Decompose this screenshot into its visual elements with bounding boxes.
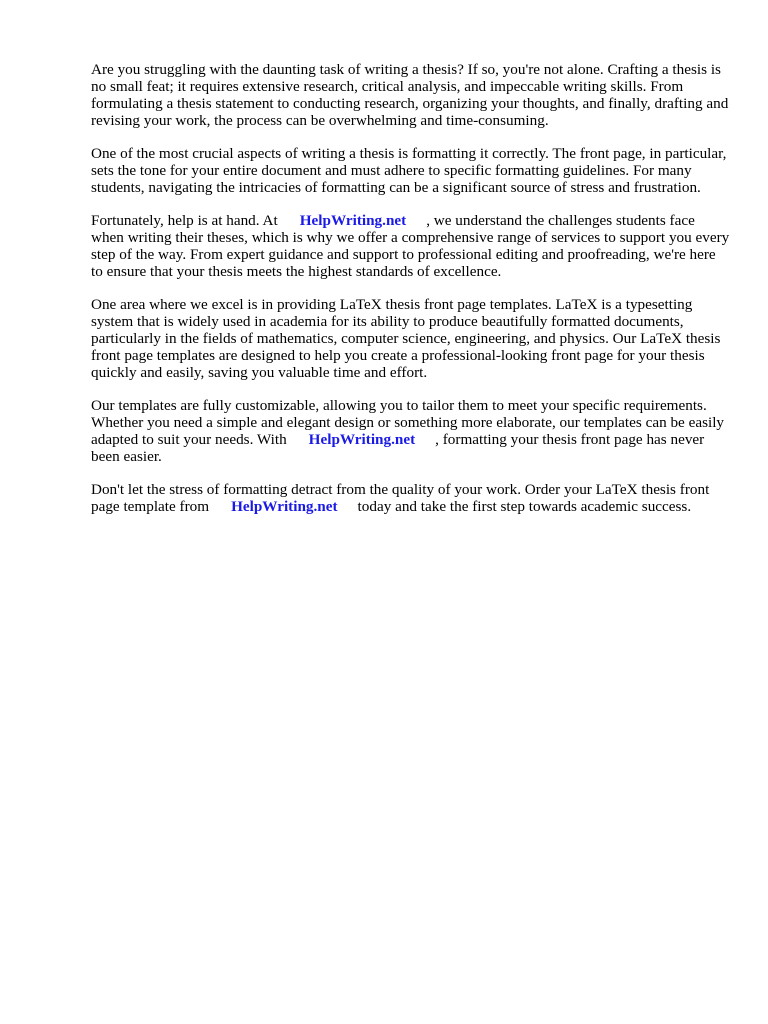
paragraph-order-lead: Don't let the stress of formatting detract from the quality of your work. Order your LaTeX thesis front page template from: [91, 481, 710, 515]
paragraph-latex: One area where we excel is in providing LaTeX thesis front page templates. LaTeX is a typesetting system that is widely used in academia for its ability to produce beautifully formatted documents, particularly in the fields of mathematics, computer science, engineering, and physics. Our LaTeX thesis front page templates are designed to help you create a professional-looking front page for your thesis quickly and easily, saving you valuable time and effort.: [91, 296, 721, 381]
paragraph-intro: Are you struggling with the daunting task of writing a thesis? If so, you're not alone. Crafting a thesis is no small feat; it requires extensive research, critical analysis, and impeccable writing skills. From formulating a thesis statement to conducting research, organizing your thoughts, and finally, drafting and revising your work, the process can be overwhelming and time-consuming.: [91, 61, 729, 129]
paragraph-templates: [91, 397, 731, 465]
paragraph-help: [91, 212, 731, 280]
helpwriting-link[interactable]: HelpWriting.net: [231, 498, 338, 515]
helpwriting-link[interactable]: HelpWriting.net: [308, 431, 416, 448]
paragraph-formatting: One of the most crucial aspects of writing a thesis is formatting it correctly. The front page, in particular, sets the tone for your entire document and must adhere to specific formatting guidelines. For many students, navigating the intricacies of formatting can be a significant source of stress and frustration.: [91, 145, 727, 196]
paragraph-help-lead: Fortunately, help is at hand. At: [91, 212, 278, 229]
document-body: [91, 61, 731, 531]
helpwriting-link[interactable]: HelpWriting.net: [299, 212, 407, 229]
paragraph-help-tail: , we understand the challenges students face when writing their theses, which is why we offer a comprehensive range of services to support you every step of the way. From expert guidance and support to professional editing and proofreading, we're here to ensure that your thesis meets the highest standards of excellence.: [91, 212, 730, 280]
paragraph-order-tail: today and take the first step towards academic success.: [357, 498, 692, 515]
paragraph-templates-lead: Our templates are fully customizable, allowing you to tailor them to meet your specific requirements. Whether you need a simple and elegant design or something more elaborate, our templates can be easily adapted to suit your needs. With: [91, 397, 725, 448]
paragraph-order: [91, 481, 731, 515]
paragraph-templates-tail: , formatting your thesis front page has never been easier.: [91, 431, 705, 465]
